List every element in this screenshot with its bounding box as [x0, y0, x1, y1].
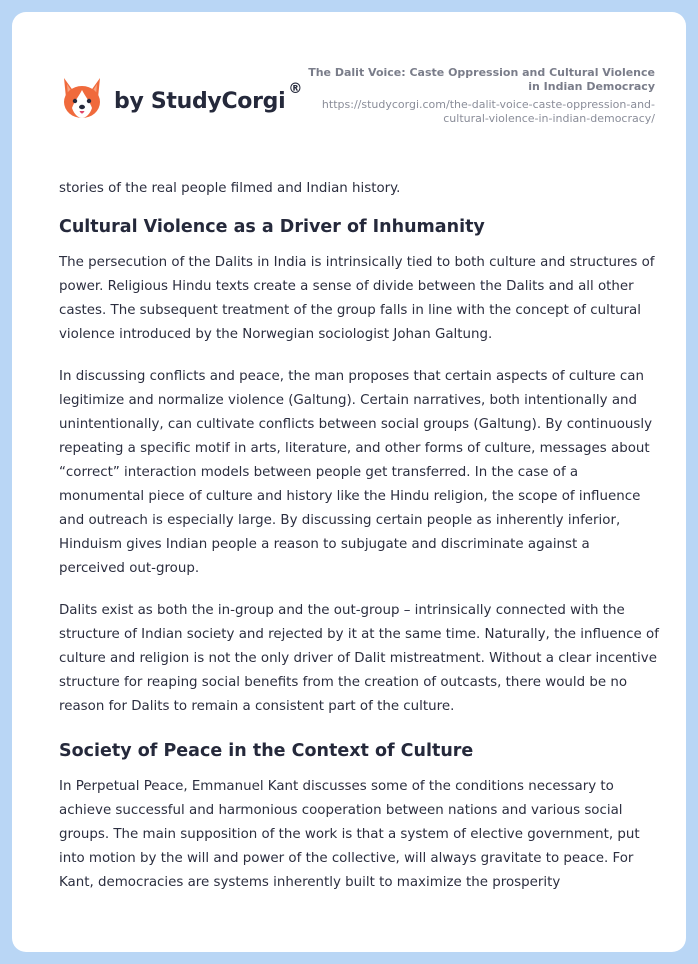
- section-heading-society-of-peace: Society of Peace in the Context of Culture: [59, 741, 474, 761]
- corgi-icon: [60, 76, 104, 122]
- document-page: [12, 12, 686, 952]
- document-url[interactable]: https://studycorgi.com/the-dalit-voice-caste-oppression-and-cultural-violence-in-indian-democracy/: [321, 98, 655, 125]
- paragraph: The persecution of the Dalits in India is intrinsically tied to both culture and structures of power. Religious Hindu texts create a sense of divide between the Dalits and all other castes. The subsequent treatment of the group falls in line with the concept of cultural violence introduced by the Norwegian sociologist Johan Galtung.: [59, 255, 655, 342]
- document-title: The Dalit Voice: Caste Oppression and Cultural Violence in Indian Democracy: [308, 66, 655, 93]
- paragraph: Dalits exist as both the in-group and the out-group – intrinsically connected with the structure of Indian society and rejected by it at the same time. Naturally, the influence of culture and religion is not the only driver of Dalit mistreatment. Without a clear incentive structure for reaping social benefits from the creation of outcasts, there would be no reason for Dalits to remain a consistent part of the culture.: [59, 603, 659, 714]
- intro-fragment: stories of the real people filmed and Indian history.: [59, 181, 401, 196]
- article-body: [59, 177, 659, 913]
- registered-mark: ®: [288, 81, 303, 97]
- document-meta: [295, 66, 655, 126]
- page-header: [12, 12, 686, 162]
- studycorgi-logo[interactable]: [60, 76, 302, 122]
- logo-wordmark: by StudyCorgi: [114, 88, 286, 114]
- paragraph: In Perpetual Peace, Emmanuel Kant discusses some of the conditions necessary to achieve successful and harmonious cooperation between nations and various social groups. The main supposition of the work is that a system of elective government, put into motion by the will and power of the collective, will always gravitate to peace. For Kant, democracies are systems inherently built to maximize the prosperity: [59, 779, 640, 890]
- paragraph: In discussing conflicts and peace, the man proposes that certain aspects of culture can legitimize and normalize violence (Galtung). Certain narratives, both intentionally and unintentionally, can cultivate conflicts between social groups (Galtung). By continuously repeating a specific motif in arts, literature, and other forms of culture, messages about “correct” interaction models between people get transferred. In the case of a monumental piece of culture and history like the Hindu religion, the scope of influence and outreach is especially large. By discussing certain people as inherently inferior, Hinduism gives Indian people a reason to subjugate and discriminate against a perceived out-group.: [59, 369, 653, 576]
- section-heading-cultural-violence: Cultural Violence as a Driver of Inhumanity: [59, 217, 485, 237]
